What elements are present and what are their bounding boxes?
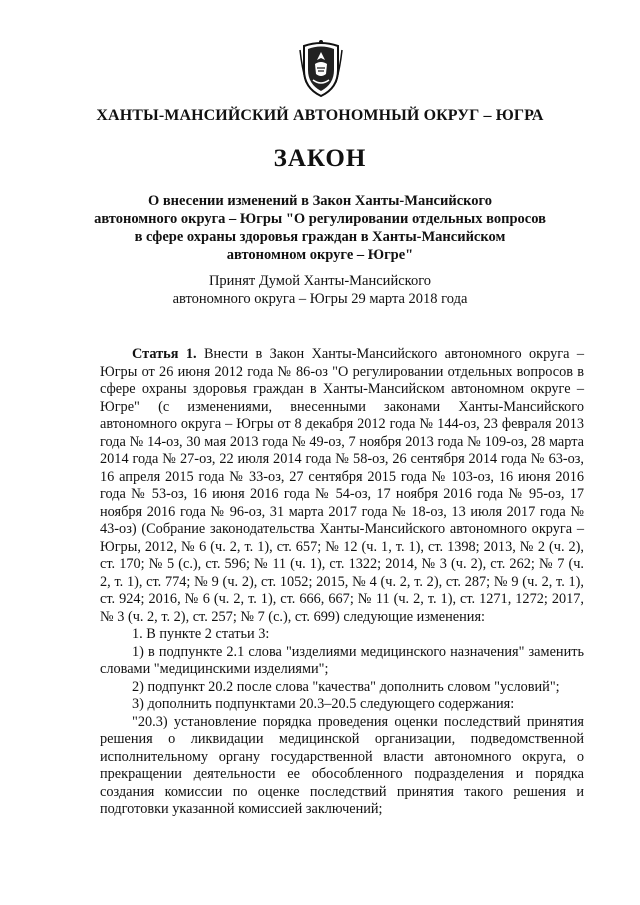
document-type-title: ЗАКОН — [273, 145, 367, 172]
subject-line: автономном округе – Югре" — [226, 247, 414, 263]
article-intro-text: Внести в Закон Ханты-Мансийского автономного округа – Югры от 26 июня 2012 года № 86-оз "О регулировании отдельных вопросов в сфере охраны здоровья граждан в Ханты-Мансийском автономном округе – Югре" (с изменениями, внесенными законами Ханты-Мансийского автономного округа – Югры от 8 декабря 2012 года № 144-оз, 23 февраля 2013 года № 14-оз, 30 мая 2013 года № 49-оз, 7 ноября 2013 года № 109-оз, 28 марта 2014 года № 27-оз, 22 июля 2014 года № 58-оз, 26 сентября 2014 года № 63-оз, 16 апреля 2015 года № 33-оз, 27 сентября 2015 года № 103-оз, 16 июня 2016 года № 53-оз, 16 июня 2016 года № 54-оз, 17 ноября 2016 года № 95-оз, 17 ноября 2016 года № 96-оз, 31 марта 2017 года № 18-оз, 13 июля 2017 года № 43-оз) (Собрание законодательства Ханты-Мансийского автономного округа – Югры, 2012, № 6 (ч. 2, т. 1), ст. 657; № 12 (ч. 1, т. 1), ст. 1398; 2013, № 2 (ч. 2), ст. 170; № 5 (с.), ст. 596; № 11 (ч. 1), ст. 1322; 2014, № 3 (ч. 2), ст. 262; № 7 (ч. 2, т. 1), ст. 774; № 9 (ч. 2), ст. 1052; 2015, № 4 (ч. 2, т. 2), ст. 287; № 9 (ч. 2, т. 1), ст. 924; 2016, № 6 (ч. 2, т. 1), ст. 666, 667; № 11 (ч. 2, т. 1), ст. 1271, 1272; 2017, № 3 (ч. 2, т. 2), ст. 257; № 7 (с.), ст. 699) следующие изменения: — [100, 346, 584, 625]
article-label: Статья 1. — [132, 346, 197, 362]
body-paragraph: 3) дополнить подпунктами 20.3–20.5 следующего содержания: — [132, 696, 515, 712]
law-subject — [80, 192, 560, 264]
adoption-note — [80, 272, 560, 308]
subject-line: О внесении изменений в Закон Ханты-Мансийского — [147, 193, 493, 209]
region-title: ХАНТЫ-МАНСИЙСКИЙ АВТОНОМНЫЙ ОКРУГ – ЮГРА — [96, 107, 544, 124]
subject-line: в сфере охраны здоровья граждан в Ханты-Мансийском — [134, 229, 506, 245]
adoption-line: автономного округа – Югры 29 марта 2018 года — [172, 291, 468, 307]
body-paragraph: "20.3) установление порядка проведения оценки последствий принятия решения о ликвидации медицинской организации, подведомственной исполнительному органу государственной власти автономного округа, о прекращении деятельности ее обособленного подразделения и порядка создания комиссии по оценке последствий принятия такого решения и подготовки указанной комиссией заключений; — [100, 713, 584, 817]
law-body — [100, 346, 584, 819]
adoption-line: Принят Думой Ханты-Мансийского — [208, 273, 432, 289]
body-paragraph: 1) в подпункте 2.1 слова "изделиями медицинского назначения" заменить словами "медицинскими изделиями"; — [100, 643, 584, 677]
article-1-paragraph — [100, 346, 584, 626]
body-paragraph: 2) подпункт 20.2 после слова "качества" дополнить словом "условий"; — [132, 678, 560, 695]
coat-of-arms-icon — [298, 38, 344, 98]
subject-line: автономного округа – Югры "О регулировании отдельных вопросов — [94, 211, 546, 227]
body-paragraph: 1. В пункте 2 статьи 3: — [132, 626, 270, 642]
